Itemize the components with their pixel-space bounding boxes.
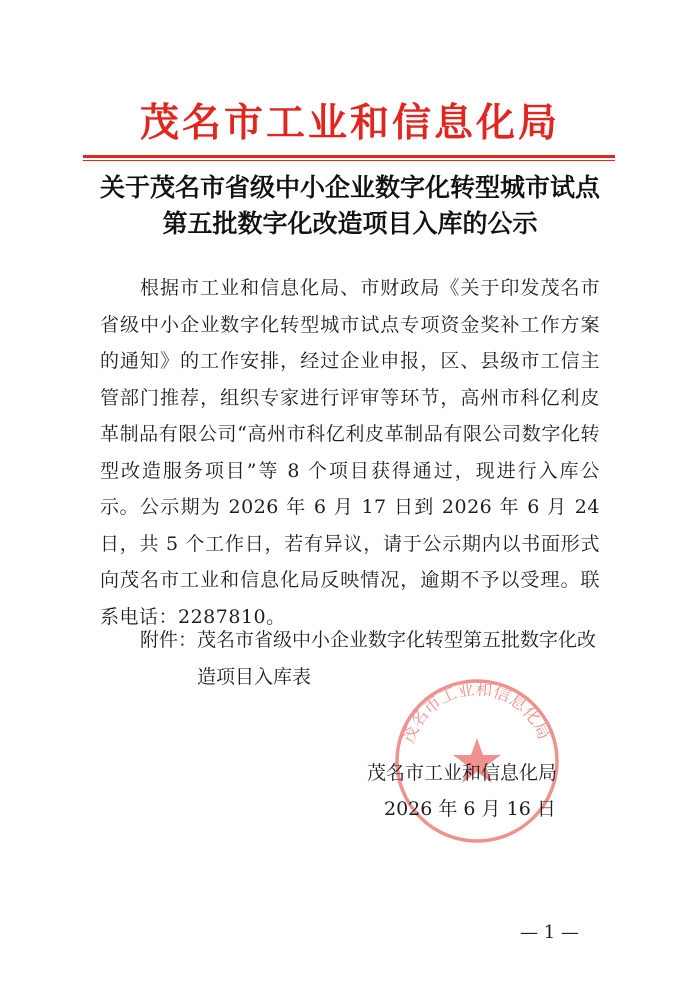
svg-text:茂名市工业和信息化局 [399, 680, 554, 747]
document-title-line-2: 第五批数字化改造项目入库的公示 [162, 209, 538, 238]
header-red-rule-thick [83, 155, 615, 158]
header-red-rule-thin [83, 160, 615, 161]
page-number: — 1 — [520, 922, 579, 943]
attachment-text: 茂名市省级中小企业数字化转型第五批数字化改造项目入库表 [197, 629, 597, 688]
body-paragraph-2: 公示期为 2026 年 6 月 17 日到 2026 年 6 月 24 日，共 5 个工作日，若有异议，请于公示期内以书面形式向茂名市工业和信息化局反映情况，逾期不予以受理。联系电话：2287810。 [100, 496, 600, 628]
body-paragraph-1: 根据市工业和信息化局、市财政局《关于印发茂名市省级中小企业数字化转型城市试点专项资金奖补工作方案的通知》的工作安排，经过企业申报，区、县级市工信主管部门推荐，组织专家进行评审等环节，高州市科亿利皮革制品有限公司“高州市科亿利皮革制品有限公司数字化转型改造服务项目”等 8 个项目获得通过，现进行入库公示。 [100, 277, 600, 518]
seal-text: 茂名市工业和信息化局 [398, 679, 554, 747]
signature-organization: 茂名市工业和信息化局 [367, 762, 558, 784]
issuing-organization-header: 茂名市工业和信息化局 [139, 100, 560, 146]
document-title [0, 170, 700, 242]
signature-date: 2026 年 6 月 16 日 [384, 798, 556, 820]
document-title-line-1: 关于茂名市省级中小企业数字化转型城市试点 [99, 173, 600, 202]
attachment-label: 附件： [140, 629, 198, 651]
